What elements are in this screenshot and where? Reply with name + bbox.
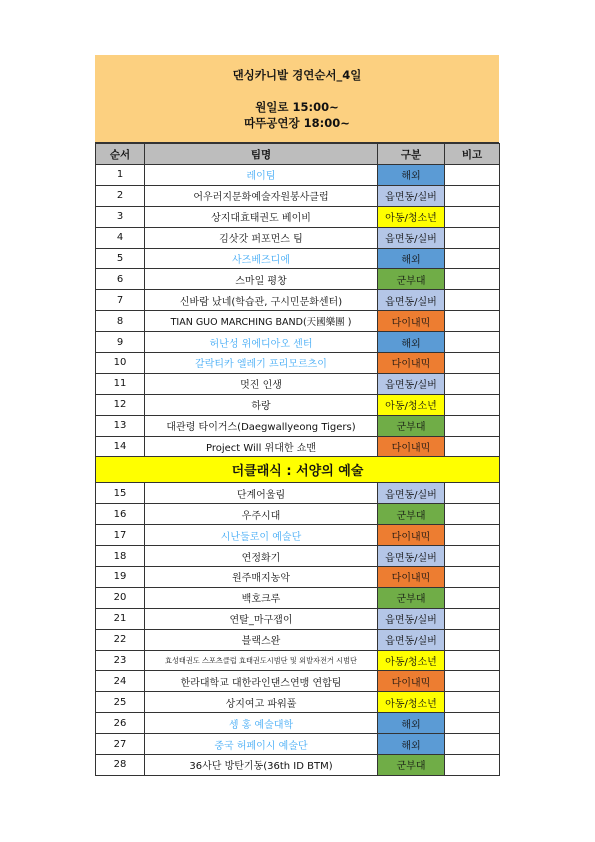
team-name-cell: Project Will 위대한 쇼맨 <box>145 436 378 457</box>
team-name-cell: 효성태권도 스포츠클럽 효태권도시범단 및 외발자전거 시범단 <box>145 650 378 671</box>
team-name-cell: 백호크루 <box>145 587 378 608</box>
team-name-cell: 김삿갓 퍼포먼스 팀 <box>145 227 378 248</box>
category-cell: 다이내믹 <box>378 671 445 692</box>
category-cell: 읍면동/실버 <box>378 483 445 504</box>
category-cell: 군부대 <box>378 504 445 525</box>
table-row <box>96 436 500 457</box>
team-name-cell: 연탈_마구잽이 <box>145 608 378 629</box>
category-cell: 읍면동/실버 <box>378 608 445 629</box>
note-cell <box>445 332 500 353</box>
table-row <box>96 671 500 692</box>
table-row <box>96 546 500 567</box>
table-row <box>96 185 500 206</box>
team-name-cell: 시난둘로이 예술단 <box>145 525 378 546</box>
note-cell <box>445 353 500 374</box>
order-cell: 12 <box>96 394 145 415</box>
team-name-cell: 상지대효태권도 베이비 <box>145 206 378 227</box>
note-cell <box>445 587 500 608</box>
order-cell: 16 <box>96 504 145 525</box>
table-row <box>96 525 500 546</box>
team-name-cell: 레이팀 <box>145 165 378 186</box>
order-cell: 25 <box>96 692 145 713</box>
category-cell: 아동/청소년 <box>378 692 445 713</box>
note-cell <box>445 373 500 394</box>
category-cell: 읍면동/실버 <box>378 290 445 311</box>
table-body-part2 <box>96 483 500 775</box>
note-cell <box>445 734 500 755</box>
order-cell: 6 <box>96 269 145 290</box>
order-cell: 26 <box>96 713 145 734</box>
note-cell <box>445 227 500 248</box>
note-cell <box>445 504 500 525</box>
category-cell: 읍면동/실버 <box>378 546 445 567</box>
column-header-row <box>96 144 500 165</box>
order-cell: 20 <box>96 587 145 608</box>
section-title: 더클래식 : 서양의 예술 <box>96 457 500 483</box>
order-cell: 24 <box>96 671 145 692</box>
schedule-table <box>95 143 500 776</box>
column-header-category: 구분 <box>378 144 445 165</box>
table-row <box>96 755 500 776</box>
team-name-cell: 원주매지농악 <box>145 567 378 588</box>
order-cell: 10 <box>96 353 145 374</box>
team-name-cell: 하랑 <box>145 394 378 415</box>
time-line-1: 원일로 15:00~ <box>255 99 339 114</box>
table-row <box>96 269 500 290</box>
order-cell: 15 <box>96 483 145 504</box>
order-cell: 27 <box>96 734 145 755</box>
note-cell <box>445 269 500 290</box>
category-cell: 아동/청소년 <box>378 650 445 671</box>
note-cell <box>445 185 500 206</box>
time-line-2: 따뚜공연장 18:00~ <box>244 115 350 130</box>
table-row <box>96 290 500 311</box>
column-header-order: 순서 <box>96 144 145 165</box>
table-row <box>96 415 500 436</box>
team-name-cell: 셍 홍 예술대학 <box>145 713 378 734</box>
order-cell: 28 <box>96 755 145 776</box>
note-cell <box>445 650 500 671</box>
team-name-cell: 어우러지문화예술자원봉사클럽 <box>145 185 378 206</box>
table-body-part1 <box>96 165 500 457</box>
category-cell: 해외 <box>378 332 445 353</box>
category-cell: 군부대 <box>378 755 445 776</box>
table-row <box>96 587 500 608</box>
table-row <box>96 734 500 755</box>
order-cell: 19 <box>96 567 145 588</box>
note-cell <box>445 546 500 567</box>
category-cell: 읍면동/실버 <box>378 227 445 248</box>
category-cell: 다이내믹 <box>378 353 445 374</box>
note-cell <box>445 248 500 269</box>
table-row <box>96 504 500 525</box>
team-name-cell: 스마일 평창 <box>145 269 378 290</box>
table-row <box>96 483 500 504</box>
category-cell: 다이내믹 <box>378 436 445 457</box>
order-cell: 4 <box>96 227 145 248</box>
team-name-cell: 신바람 났네(학습관, 구시민문화센터) <box>145 290 378 311</box>
table-row <box>96 248 500 269</box>
table-row <box>96 373 500 394</box>
category-cell: 읍면동/실버 <box>378 185 445 206</box>
category-cell: 다이내믹 <box>378 311 445 332</box>
note-cell <box>445 608 500 629</box>
note-cell <box>445 629 500 650</box>
schedule-sheet <box>95 55 499 776</box>
column-header-team: 팀명 <box>145 144 378 165</box>
order-cell: 8 <box>96 311 145 332</box>
order-cell: 23 <box>96 650 145 671</box>
category-cell: 군부대 <box>378 587 445 608</box>
note-cell <box>445 311 500 332</box>
table-row <box>96 206 500 227</box>
order-cell: 17 <box>96 525 145 546</box>
note-cell <box>445 483 500 504</box>
note-cell <box>445 290 500 311</box>
category-cell: 다이내믹 <box>378 567 445 588</box>
table-row <box>96 713 500 734</box>
order-cell: 1 <box>96 165 145 186</box>
team-name-cell: 우주시대 <box>145 504 378 525</box>
order-cell: 3 <box>96 206 145 227</box>
table-row <box>96 353 500 374</box>
order-cell: 21 <box>96 608 145 629</box>
note-cell <box>445 692 500 713</box>
schedule-title: 댄싱카니발 경연순서_4일 <box>232 67 362 82</box>
category-cell: 해외 <box>378 734 445 755</box>
note-cell <box>445 394 500 415</box>
table-row <box>96 311 500 332</box>
table-row <box>96 332 500 353</box>
team-name-cell: 연정화기 <box>145 546 378 567</box>
schedule-header <box>95 55 499 143</box>
note-cell <box>445 206 500 227</box>
table-row <box>96 608 500 629</box>
category-cell: 아동/청소년 <box>378 206 445 227</box>
order-cell: 13 <box>96 415 145 436</box>
table-row <box>96 629 500 650</box>
order-cell: 11 <box>96 373 145 394</box>
category-cell: 아동/청소년 <box>378 394 445 415</box>
order-cell: 5 <box>96 248 145 269</box>
order-cell: 14 <box>96 436 145 457</box>
category-cell: 해외 <box>378 713 445 734</box>
team-name-cell: 블랙스완 <box>145 629 378 650</box>
note-cell <box>445 436 500 457</box>
note-cell <box>445 671 500 692</box>
order-cell: 18 <box>96 546 145 567</box>
category-cell: 해외 <box>378 248 445 269</box>
note-cell <box>445 567 500 588</box>
table-row <box>96 692 500 713</box>
team-name-cell: 중국 허페이시 예술단 <box>145 734 378 755</box>
team-name-cell: 상지여고 파워풀 <box>145 692 378 713</box>
team-name-cell: TIAN GUO MARCHING BAND(天國樂團 ) <box>145 311 378 332</box>
category-cell: 읍면동/실버 <box>378 629 445 650</box>
category-cell: 군부대 <box>378 415 445 436</box>
note-cell <box>445 415 500 436</box>
order-cell: 9 <box>96 332 145 353</box>
order-cell: 22 <box>96 629 145 650</box>
note-cell <box>445 713 500 734</box>
team-name-cell: 대관령 타이거스(Daegwallyeong Tigers) <box>145 415 378 436</box>
note-cell <box>445 525 500 546</box>
table-row <box>96 227 500 248</box>
category-cell: 읍면동/실버 <box>378 373 445 394</box>
team-name-cell: 단계어울림 <box>145 483 378 504</box>
team-name-cell: 사즈베즈디에 <box>145 248 378 269</box>
table-row <box>96 165 500 186</box>
team-name-cell: 갈락티카 엘레기 프리모르츠이 <box>145 353 378 374</box>
team-name-cell: 36사단 방탄기동(36th ID BTM) <box>145 755 378 776</box>
table-row <box>96 567 500 588</box>
team-name-cell: 허난성 위에디아오 센터 <box>145 332 378 353</box>
note-cell <box>445 755 500 776</box>
table-row <box>96 650 500 671</box>
team-name-cell: 멋진 인생 <box>145 373 378 394</box>
category-cell: 다이내믹 <box>378 525 445 546</box>
note-cell <box>445 165 500 186</box>
table-row <box>96 394 500 415</box>
order-cell: 7 <box>96 290 145 311</box>
category-cell: 해외 <box>378 165 445 186</box>
order-cell: 2 <box>96 185 145 206</box>
category-cell: 군부대 <box>378 269 445 290</box>
team-name-cell: 한라대학교 대한라인댄스연맹 연합팀 <box>145 671 378 692</box>
section-row <box>96 457 500 483</box>
column-header-note: 비고 <box>445 144 500 165</box>
